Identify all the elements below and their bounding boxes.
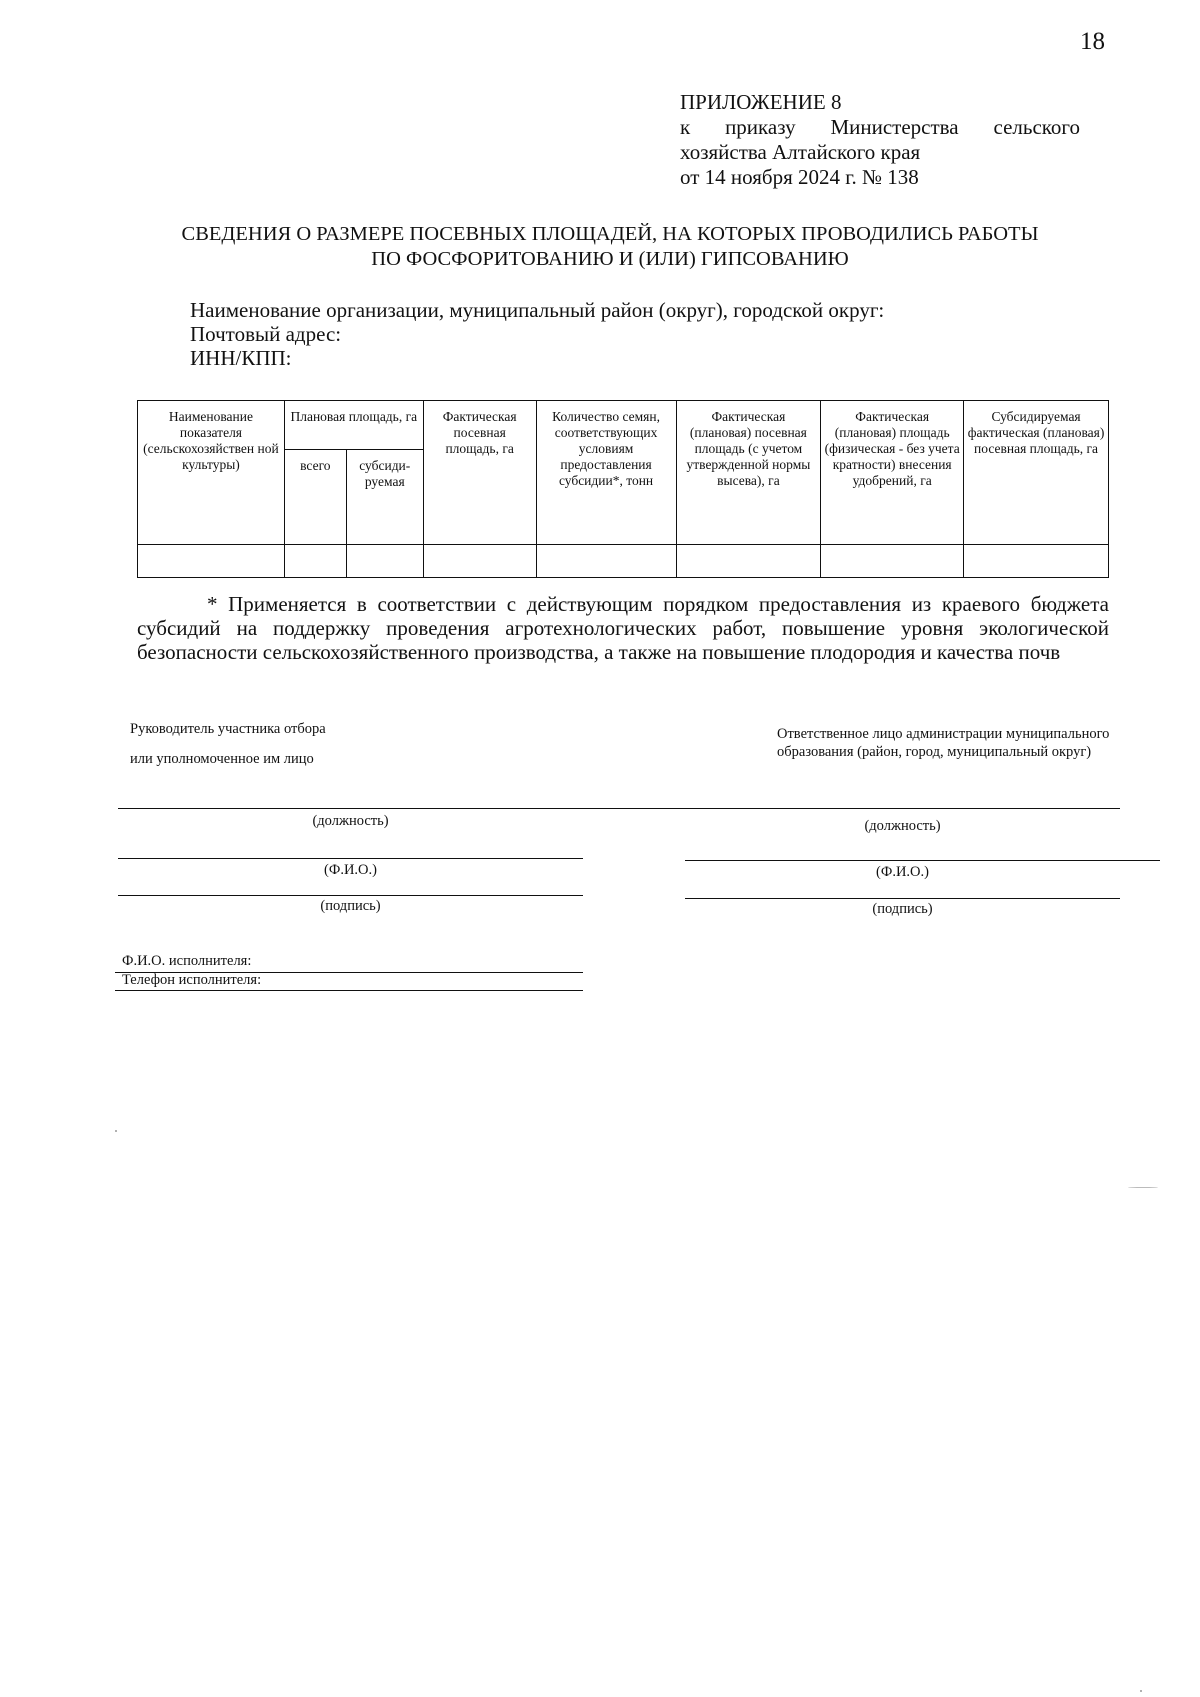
left-signature-line[interactable] (118, 895, 583, 896)
executor-fio-label: Ф.И.О. исполнителя: (122, 953, 252, 969)
table-cell[interactable] (423, 545, 536, 578)
appendix-order-line: к приказу Министерства сельского (680, 115, 1080, 139)
page-number: 18 (1080, 28, 1105, 55)
scan-speck (115, 1130, 117, 1132)
left-fio-caption: (Ф.И.О.) (324, 862, 377, 878)
left-position-caption: (должность) (312, 813, 389, 829)
header-actual-area: Фактическая посевная площадь, га (423, 401, 536, 545)
table-cell[interactable] (676, 545, 821, 578)
position-line-long[interactable] (118, 808, 1120, 809)
left-fio-line[interactable] (118, 858, 583, 859)
org-name-label: Наименование организации, муниципальный район (округ), городской округ: (190, 298, 885, 322)
scan-speck (1140, 1690, 1142, 1692)
header-planned-total: всего (284, 450, 346, 545)
table-cell[interactable] (138, 545, 285, 578)
title-line-2: ПО ФОСФОРИТОВАНИЮ И (ИЛИ) ГИПСОВАНИЮ (371, 248, 849, 270)
appendix-number: ПРИЛОЖЕНИЕ 8 (680, 90, 842, 114)
appendix-header (680, 90, 1080, 190)
left-signature-caption: (подпись) (320, 898, 381, 914)
table-header-row (138, 401, 1109, 450)
footnote: * Применяется в соответствии с действующим порядком предоставления из краевого бюджета субсидий на поддержку проведения агротехнологических работ, повышение уровня экологической безопасности сельскохозяйственного производства, а также на повышение плодородия и качества почв (137, 592, 1109, 664)
table-cell[interactable] (536, 545, 676, 578)
right-position-caption: (должность) (864, 818, 941, 834)
right-fio-line[interactable] (685, 860, 1160, 861)
header-planned-subsidized: субсиди-руемая (346, 450, 423, 545)
appendix-ministry-line: хозяйства Алтайского края (680, 140, 921, 164)
table-cell[interactable] (964, 545, 1109, 578)
right-signature-line[interactable] (685, 898, 1120, 899)
table-cell[interactable] (284, 545, 346, 578)
organization-info (190, 298, 884, 370)
header-seeds-quantity: Количество семян, соответствующих условиям предоставления субсидии*, тонн (536, 401, 676, 545)
inn-kpp-label: ИНН/КПП: (190, 346, 292, 370)
header-planned-area: Плановая площадь, га (284, 401, 423, 450)
header-actual-planned-fertilizer: Фактическая (плановая) площадь (физическая - без учета кратности) внесения удобрений, га (821, 401, 964, 545)
table-row (138, 545, 1109, 578)
left-signatory-title (130, 720, 530, 780)
postal-address-label: Почтовый адрес: (190, 322, 342, 346)
table-cell[interactable] (821, 545, 964, 578)
title-line-1: СВЕДЕНИЯ О РАЗМЕРЕ ПОСЕВНЫХ ПЛОЩАДЕЙ, НА КОТОРЫХ ПРОВОДИЛИСЬ РАБОТЫ (181, 223, 1039, 245)
appendix-date-line: от 14 ноября 2024 г. № 138 (680, 165, 919, 189)
right-fio-caption: (Ф.И.О.) (876, 864, 929, 880)
header-actual-planned-seeding: Фактическая (плановая) посевная площадь (с учетом утвержденной нормы высева), га (676, 401, 821, 545)
executor-phone-label: Телефон исполнителя: (122, 972, 262, 988)
table-cell[interactable] (346, 545, 423, 578)
executor-phone-line[interactable] (115, 990, 583, 991)
document-title (130, 222, 1090, 272)
header-indicator: Наименование показателя (сельскохозяйствен ной культуры) (138, 401, 285, 545)
right-signatory-title: Ответственное лицо администрации муниципального образования (район, город, муниципальный округ) (777, 726, 1110, 760)
left-signatory-line-1: Руководитель участника отбора (130, 721, 326, 737)
sown-area-table (137, 400, 1109, 578)
right-signature-caption: (подпись) (872, 901, 933, 917)
scan-speck (1128, 1187, 1158, 1188)
left-signatory-line-2: или уполномоченное им лицо (130, 751, 314, 767)
header-subsidized-area: Субсидируемая фактическая (плановая) посевная площадь, га (964, 401, 1109, 545)
